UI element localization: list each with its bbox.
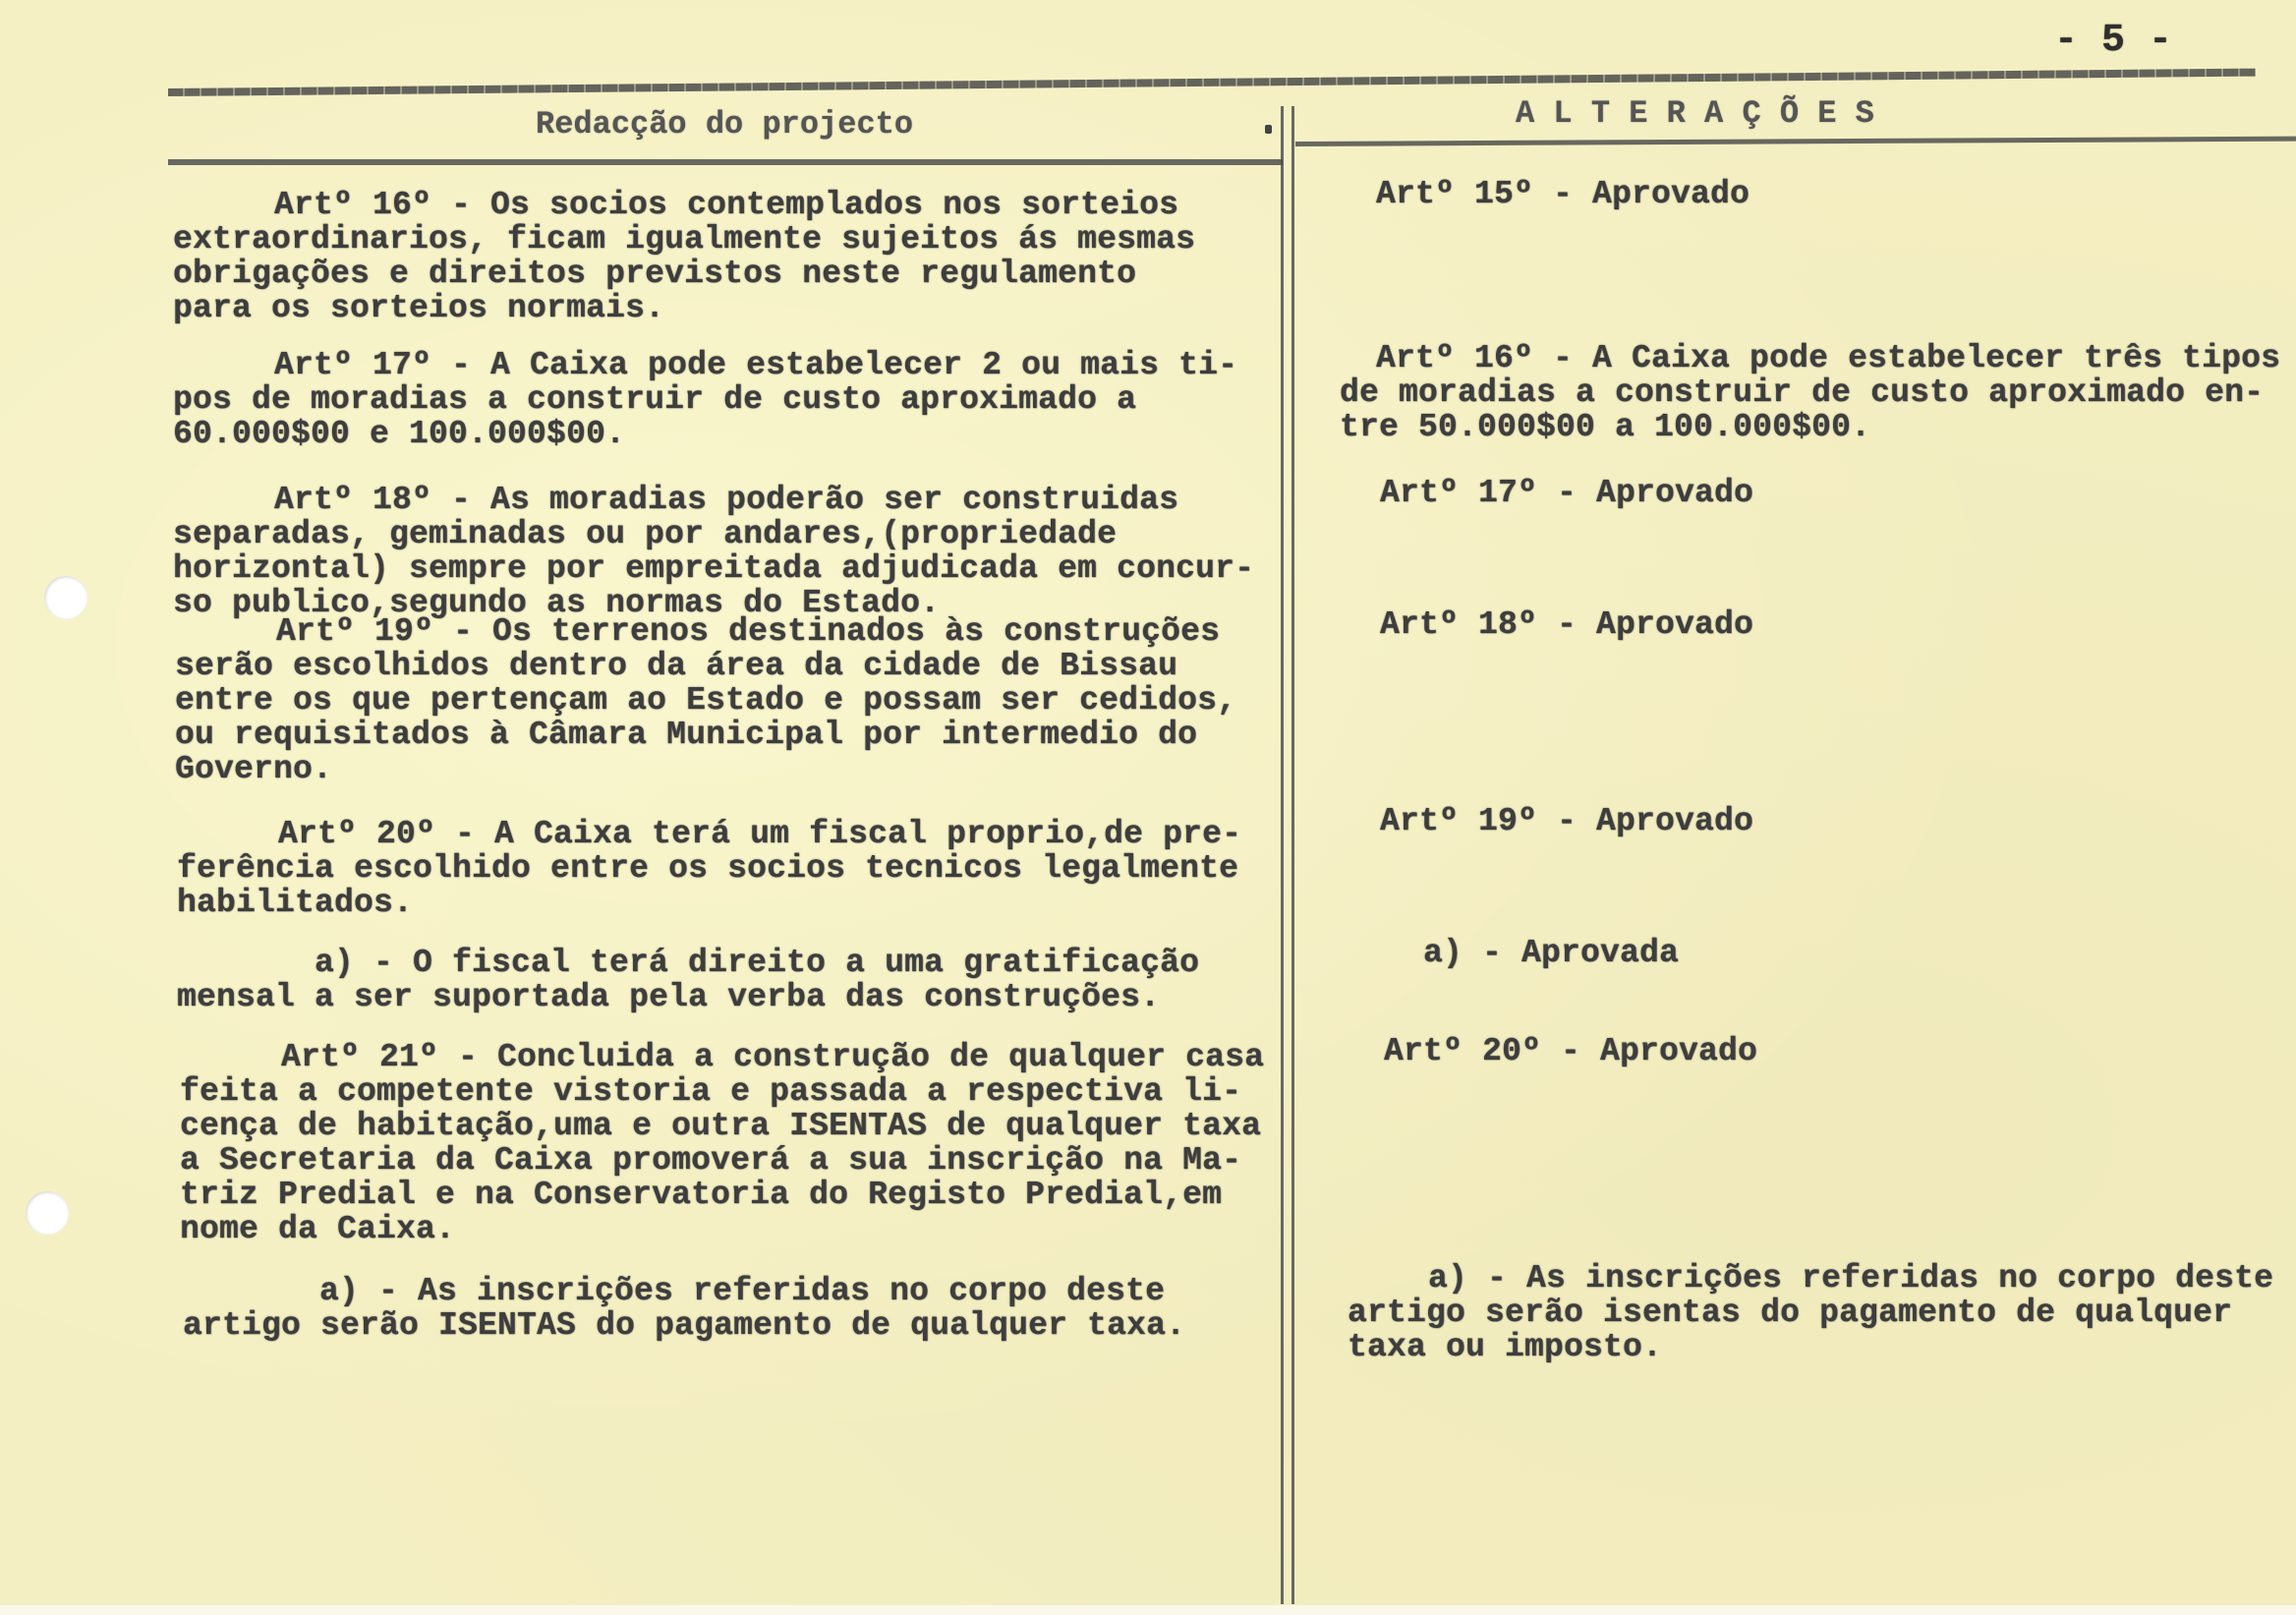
right-column-header: A L T E R A Ç Õ E S [1516, 95, 1874, 132]
page-number: - 5 - [2054, 19, 2173, 63]
punch-hole-lower [26, 1191, 69, 1235]
left-article-21: Artº 21º - Concluida a construção de qualquer casa feita a competente vistoria e passada a respectiva li- cença de habitação,uma e outra ISENTAS de qualquer taxa a Secretaria da Caixa promoverá a sua inscrição na Ma- triz Predial e na Conservatoria do Registo Predial,em nome da Caixa. [180, 1039, 1265, 1247]
right-article-19: Artº 19º - Aprovado [1380, 803, 1754, 839]
left-article-21-item-a: a) - As inscrições referidas no corpo deste artigo serão ISENTAS do pagamento de qualquer taxa. [183, 1273, 1186, 1344]
left-article-16: Artº 16º - Os socios contemplados nos sorteios extraordinarios, ficam igualmente sujeitos ás mesmas obrigações e direitos previstos neste regulamento para os sorteios normais. [173, 187, 1196, 326]
right-article-18: Artº 18º - Aprovado [1380, 606, 1754, 643]
paper-bottom-edge [0, 1605, 2296, 1615]
punch-hole-upper [44, 576, 87, 619]
header-top-rule [168, 69, 2256, 96]
left-article-17: Artº 17º - A Caixa pode estabelecer 2 ou mais ti- pos de moradias a construir de custo aproximado a 60.000$00 e 100.000$00. [173, 347, 1238, 452]
left-article-20-item-a: a) - O fiscal terá direito a uma gratificação mensal a ser suportada pela verba das construções. [177, 945, 1200, 1015]
left-header-underline [168, 159, 1283, 165]
left-column-header: Redacção do projecto [536, 106, 914, 143]
right-article-20: Artº 20º - Aprovado [1384, 1033, 1758, 1069]
header-mark [1265, 125, 1272, 134]
right-article-17: Artº 17º - Aprovado [1380, 475, 1754, 511]
column-divider-line-1 [1281, 106, 1284, 1604]
left-article-20: Artº 20º - A Caixa terá um fiscal proprio,de pre- ferência escolhido entre os socios tecnicos legalmente habilitados. [177, 816, 1242, 921]
right-article-21-item-a: a) - As inscrições referidas no corpo deste artigo serão isentas do pagamento de qualquer taxa ou imposto. [1348, 1260, 2274, 1365]
right-article-16: Artº 16º - A Caixa pode estabelecer três tipos de moradias a construir de custo aproximado en- tre 50.000$00 a 100.000$00. [1340, 340, 2281, 445]
left-article-18: Artº 18º - As moradias poderão ser construidas separadas, geminadas ou por andares,(propriedade horizontal) sempre por empreitada adjudicada em concur- so publico,segundo as normas do Estado. [173, 482, 1255, 621]
left-article-19: Artº 19º - Os terrenos destinados às construções serão escolhidos dentro da área da cidade de Bissau entre os que pertençam ao Estado e possam ser cedidos, ou requisitados à Câmara Municipal por intermedio do Governo. [175, 613, 1237, 787]
column-divider-line-2 [1292, 106, 1294, 1604]
right-header-underline [1295, 137, 2296, 146]
right-article-19-item-a: a) - Aprovada [1423, 935, 1680, 971]
right-article-15: Artº 15º - Aprovado [1376, 176, 1751, 212]
